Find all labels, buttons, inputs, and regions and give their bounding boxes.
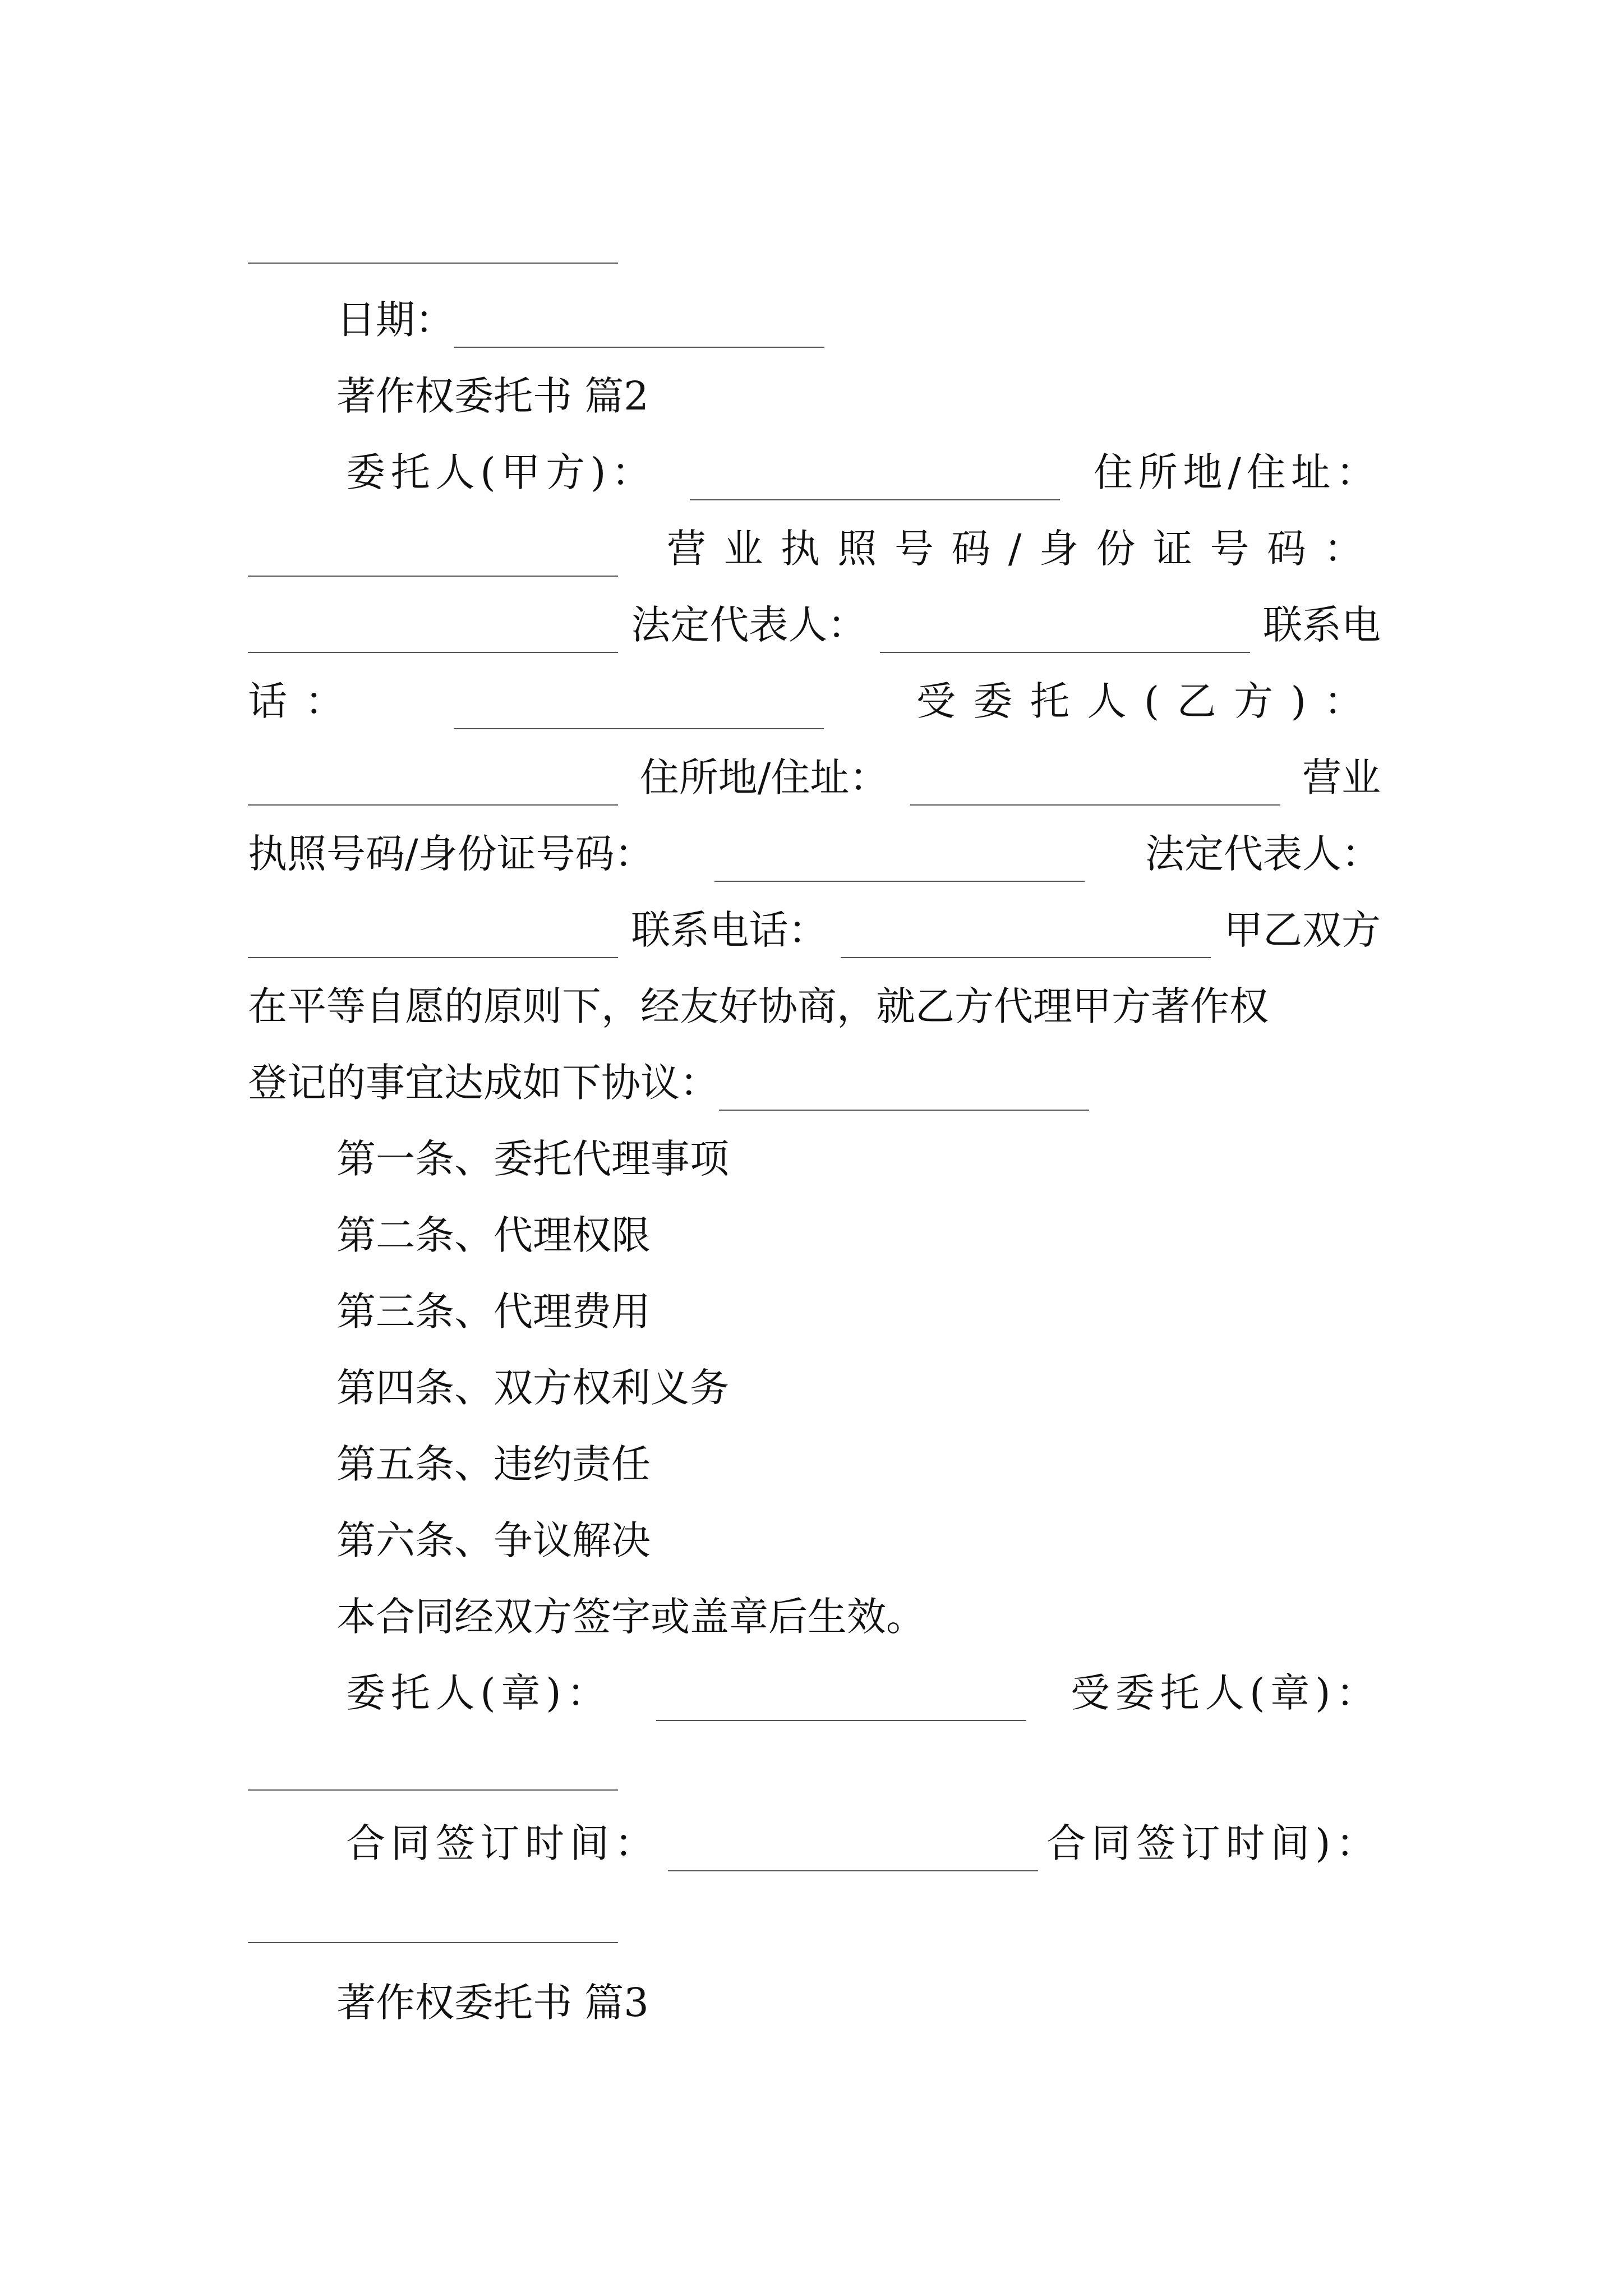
agent-license-label-start: 营业 (1302, 754, 1381, 800)
client-seal-blank (656, 1681, 1026, 1721)
article-6: 第六条、争议解决 (336, 1517, 651, 1563)
agent-seal-blank (248, 1789, 618, 1791)
agent-phone-blank (841, 918, 1211, 958)
sign-time-label-1: 合同签订时间： (346, 1820, 660, 1866)
agent-rep-label: 法定代表人： (1145, 831, 1381, 877)
client-address-label: 住所地/住址： (1093, 449, 1381, 495)
article-5: 第五条、违约责任 (336, 1441, 651, 1487)
section-heading-2: 著作权委托书 篇2 (336, 373, 649, 419)
agent-license-blank (714, 841, 1085, 882)
agent-address-label: 住所地/住址： (639, 754, 889, 800)
intro-line-end: 甲乙双方 (1223, 907, 1381, 953)
seal-line (248, 1665, 1381, 1721)
agent-rep-blank (248, 918, 618, 958)
section-heading-3: 著作权委托书 篇3 (336, 1980, 649, 2026)
client-seal-label: 委托人(章)： (346, 1670, 612, 1716)
sign-time-blank-2 (248, 1942, 618, 1943)
article-3: 第三条、代理费用 (336, 1289, 651, 1335)
agent-address-blank (910, 765, 1280, 806)
client-phone-label-end: 话： (248, 678, 362, 724)
client-rep-line (248, 597, 1381, 653)
client-phone-label-start: 联系电 (1262, 602, 1381, 648)
signature-blank-fragment (248, 263, 618, 264)
client-label: 委托人(甲方)： (346, 449, 657, 495)
sign-time-label-2: 合同签订时间)： (1046, 1820, 1381, 1866)
article-4: 第四条、双方权利义务 (336, 1365, 729, 1411)
effective-clause: 本合同经双方签字或盖章后生效。 (336, 1594, 925, 1640)
agent-blank (248, 765, 618, 806)
client-line (248, 444, 1381, 500)
sign-time-blank-1 (668, 1831, 1038, 1871)
client-blank (690, 460, 1060, 500)
agent-phone-label: 联系电话： (631, 907, 828, 953)
date-blank (454, 307, 824, 348)
client-rep-blank (880, 613, 1250, 653)
client-rep-label: 法定代表人： (631, 602, 867, 648)
intro-line-3-text: 登记的事宜达成如下协议： (248, 1060, 719, 1106)
agent-address-line (248, 749, 1381, 806)
article-2: 第二条、代理权限 (336, 1212, 651, 1258)
intro-line-3 (248, 1055, 1381, 1111)
client-address-blank (248, 536, 618, 577)
date-label: 日期： (336, 297, 454, 343)
agent-license-line (248, 826, 1381, 882)
intro-line-2: 在平等自愿的原则下，经友好协商，就乙方代理甲方著作权 (248, 983, 1269, 1029)
agent-license-label-end: 执照号码/身份证号码： (248, 831, 654, 877)
date-line (248, 292, 1381, 348)
sign-time-line (248, 1815, 1381, 1871)
agent-seal-label: 受委托人(章)： (1070, 1670, 1381, 1716)
client-license-label: 营业执照号码/身份证号码： (666, 526, 1381, 572)
intro-blank (719, 1070, 1089, 1111)
client-phone-blank (454, 689, 824, 729)
article-1: 第一条、委托代理事项 (336, 1136, 729, 1182)
client-license-line (248, 521, 1381, 577)
agent-line (248, 673, 1381, 729)
agent-label: 受委托人(乙方)： (916, 678, 1381, 724)
agent-phone-line (248, 902, 1381, 958)
client-license-blank (248, 613, 618, 653)
